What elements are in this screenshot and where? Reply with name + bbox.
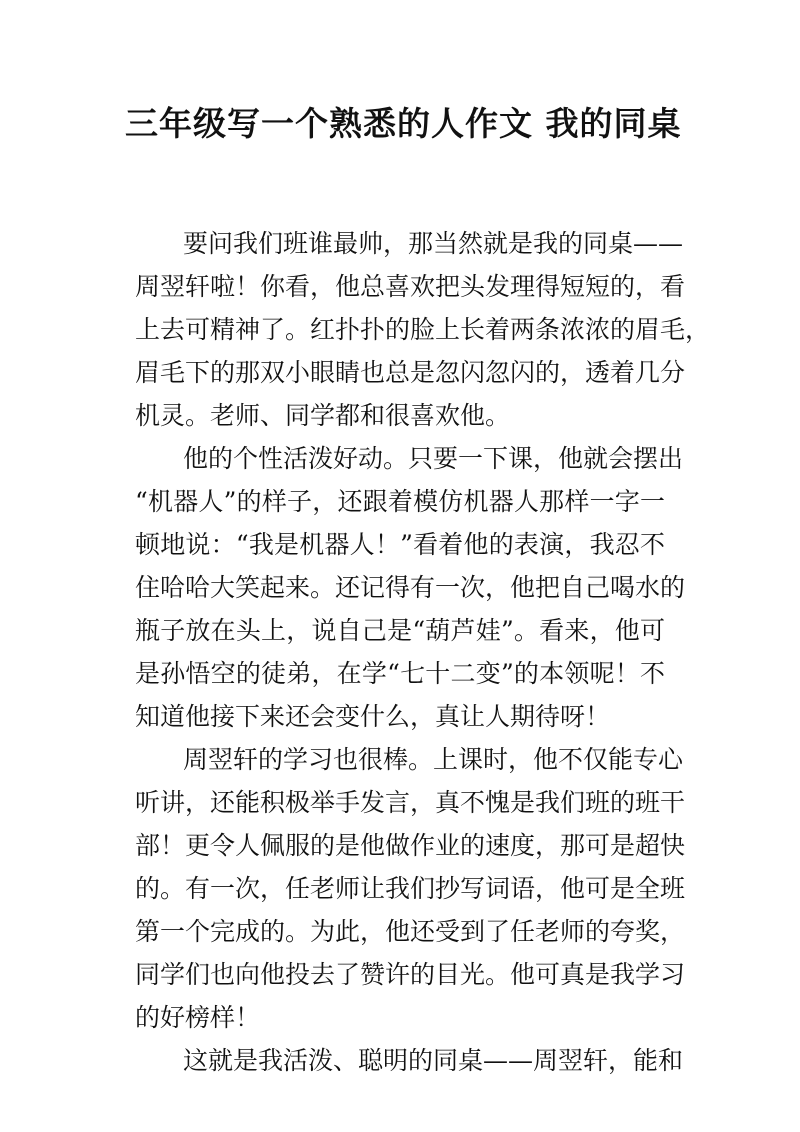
paragraph-2-line: 他的个性活泼好动。只要一下课，他就会摆出 (183, 444, 684, 473)
paragraph-4-line: 这就是我活泼、聪明的同桌——周翌轩，能和 (183, 1046, 684, 1075)
paragraph-3-line: 的好榜样！ (135, 1003, 261, 1032)
paragraph-3-line: 听讲，还能积极举手发言，真不愧是我们班的班干 (135, 788, 686, 817)
paragraph-2-line: “机器人”的样子，还跟着模仿机器人那样一字一 (135, 487, 665, 516)
paragraph-1-line: 上去可精神了。红扑扑的脸上长着两条浓浓的眉毛， (135, 315, 711, 344)
paragraph-3-line: 周翌轩的学习也很棒。上课时，他不仅能专心 (183, 745, 684, 774)
paragraph-2-line: 知道他接下来还会变什么，真让人期待呀！ (135, 702, 611, 731)
paragraph-1-line: 眉毛下的那双小眼睛也总是忽闪忽闪的，透着几分 (135, 358, 686, 387)
paragraph-2-line: 住哈哈大笑起来。还记得有一次，他把自己喝水的 (135, 573, 686, 602)
document-title: 三年级写一个熟悉的人作文 我的同桌 (125, 104, 682, 143)
paragraph-2-line: 瓶子放在头上，说自己是“葫芦娃”。看来，他可 (135, 616, 665, 645)
document-body (135, 222, 711, 1082)
paragraph-2-line: 顿地说：“我是机器人！”看着他的表演，我忍不 (135, 530, 665, 559)
paragraph-3-line: 第一个完成的。为此，他还受到了任老师的夸奖， (135, 917, 686, 946)
paragraph-3-line: 同学们也向他投去了赞许的目光。他可真是我学习 (135, 960, 686, 989)
paragraph-3-line: 部！更令人佩服的是他做作业的速度，那可是超快 (135, 831, 686, 860)
paragraph-2-line: 是孙悟空的徒弟，在学“七十二变”的本领呢！不 (135, 659, 665, 688)
paragraph-1-line: 机灵。老师、同学都和很喜欢他。 (135, 401, 511, 430)
paragraph-1-line: 要问我们班谁最帅，那当然就是我的同桌—— (183, 229, 684, 258)
paragraph-1-line: 周翌轩啦！你看，他总喜欢把头发理得短短的，看 (135, 272, 686, 301)
paragraph-3-line: 的。有一次，任老师让我们抄写词语，他可是全班 (135, 874, 686, 903)
